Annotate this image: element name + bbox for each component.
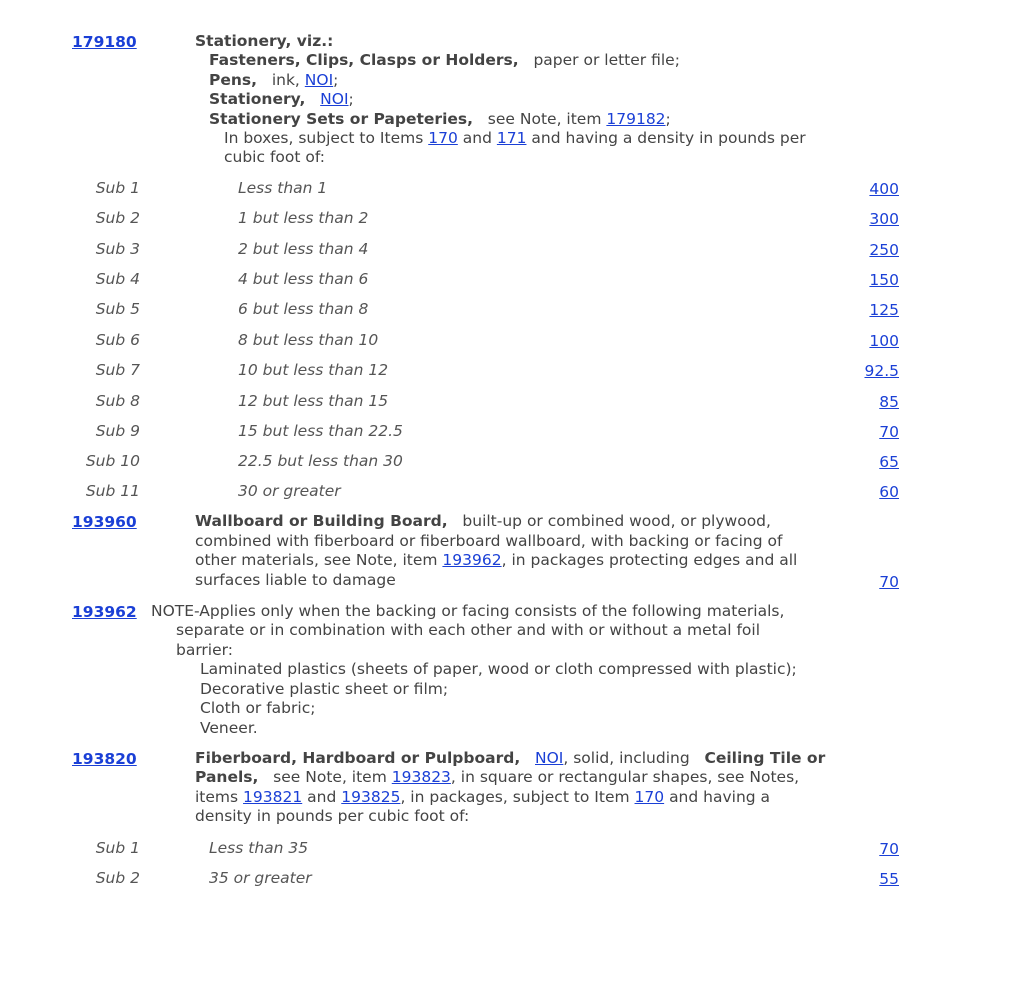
density-range: Less than 35 xyxy=(209,839,309,857)
sub-label: Sub 5 xyxy=(95,300,140,318)
item-number-193960[interactable]: 193960 xyxy=(72,513,137,531)
sub-label: Sub 1 xyxy=(95,179,140,197)
fiberboard-heading: Fiberboard, Hardboard or Pulpboard, xyxy=(195,749,521,767)
density-range: 6 but less than 8 xyxy=(238,300,369,318)
fiberboard-text-2: see Note, item xyxy=(273,768,387,786)
note-193825-link[interactable]: 193825 xyxy=(341,788,401,806)
fiberboard-line-4 xyxy=(195,807,469,827)
stationery-line-pens: Pens, ink, NOI; xyxy=(209,71,339,89)
rate-link[interactable]: 70 xyxy=(879,840,899,858)
sub-label: Sub 1 xyxy=(95,839,140,857)
fiberboard-text-5: and xyxy=(307,788,337,806)
fiberboard-line-2 xyxy=(195,768,799,788)
note-193962-link[interactable]: 193962 xyxy=(442,551,502,569)
fasteners-heading: Fasteners, Clips, Clasps or Holders, xyxy=(209,51,519,69)
wallboard-text-4: surfaces liable to damage xyxy=(195,571,396,589)
ceiling-tile-heading: Ceiling Tile or xyxy=(704,749,826,767)
fiberboard-noi-link[interactable]: NOI xyxy=(535,749,564,767)
fiberboard-line-1 xyxy=(195,749,825,769)
item-number-179180[interactable]: 179180 xyxy=(72,33,137,51)
note-list-item: Decorative plastic sheet or film; xyxy=(200,680,449,698)
item-number-193962[interactable]: 193962 xyxy=(72,603,137,621)
note-list-item: Cloth or fabric; xyxy=(200,699,316,717)
pens-text: ink, xyxy=(271,71,300,89)
sub-label: Sub 10 xyxy=(85,452,140,470)
rate-link[interactable]: 100 xyxy=(869,332,899,350)
item-number-193820[interactable]: 193820 xyxy=(72,750,137,768)
fiberboard-line-3 xyxy=(195,788,770,808)
note-line-1 xyxy=(151,602,784,622)
stationery-line-boxes xyxy=(224,129,806,149)
density-range: 15 but less than 22.5 xyxy=(238,422,403,440)
rate-link[interactable]: 400 xyxy=(869,180,899,198)
wallboard-line-3 xyxy=(195,551,797,571)
fiberboard-text-6: , in packages, subject to Item xyxy=(400,788,630,806)
cubic-foot-text: cubic foot of: xyxy=(224,148,325,166)
density-range: 10 but less than 12 xyxy=(238,361,389,379)
wallboard-heading: Wallboard or Building Board, xyxy=(195,512,448,530)
panels-heading: Panels, xyxy=(195,768,259,786)
rate-link[interactable]: 125 xyxy=(869,301,899,319)
fiberboard-text-4: items xyxy=(195,788,239,806)
sub-label: Sub 2 xyxy=(95,209,140,227)
stationery-line-cubic xyxy=(224,148,325,168)
fiberboard-text-3: , in square or rectangular shapes, see Notes, xyxy=(450,768,800,786)
wallboard-text-2: combined with fiberboard or fiberboard wallboard, with backing or facing of xyxy=(195,532,783,550)
sub-label: Sub 2 xyxy=(95,869,140,887)
stationery-title xyxy=(195,32,333,52)
rate-link[interactable]: 70 xyxy=(879,573,899,591)
rate-link[interactable]: 55 xyxy=(879,870,899,888)
note-list-item: Veneer. xyxy=(200,719,258,737)
density-range: 4 but less than 6 xyxy=(238,270,369,288)
density-range: 22.5 but less than 30 xyxy=(238,452,403,470)
pens-heading: Pens, xyxy=(209,71,258,89)
density-range: 35 or greater xyxy=(209,869,312,887)
rate-link[interactable]: 60 xyxy=(879,483,899,501)
note-list-item: Laminated plastics (sheets of paper, wood or cloth compressed with plastic); xyxy=(200,660,797,678)
fiberboard-text-1: , solid, including xyxy=(563,749,690,767)
sub-label: Sub 8 xyxy=(95,392,140,410)
density-range: 2 but less than 4 xyxy=(238,240,369,258)
rate-link[interactable]: 65 xyxy=(879,453,899,471)
density-range: 1 but less than 2 xyxy=(238,209,369,227)
stationery-noi-link[interactable]: NOI xyxy=(320,90,349,108)
sub-label: Sub 6 xyxy=(95,331,140,349)
fasteners-text: paper or letter file; xyxy=(533,51,680,69)
fiberboard-text-7: and having a xyxy=(669,788,771,806)
note-193823-link[interactable]: 193823 xyxy=(391,768,451,786)
note-text-1: NOTE-Applies only when the backing or facing consists of the following materials, xyxy=(151,602,785,620)
boxes-and: and xyxy=(462,129,492,147)
stationery-line-sets: Stationery Sets or Papeteries, see Note, item 179182; xyxy=(209,110,671,128)
density-range: 30 or greater xyxy=(238,482,341,500)
density-range: Less than 1 xyxy=(238,179,328,197)
item-171-link[interactable]: 171 xyxy=(496,129,527,147)
note-text-3: barrier: xyxy=(176,641,233,659)
sub-label: Sub 9 xyxy=(95,422,140,440)
stationery-line-stationery: Stationery, NOI; xyxy=(209,90,354,108)
rate-link[interactable]: 300 xyxy=(869,210,899,228)
rate-link[interactable]: 85 xyxy=(879,393,899,411)
note-179182-link[interactable]: 179182 xyxy=(606,110,666,128)
sub-label: Sub 7 xyxy=(95,361,140,379)
wallboard-line-1 xyxy=(195,512,771,532)
wallboard-text-3a: other materials, see Note, item xyxy=(195,551,438,569)
sub-label: Sub 3 xyxy=(95,240,140,258)
stationery-sets-heading: Stationery Sets or Papeteries, xyxy=(209,110,474,128)
density-range: 8 but less than 10 xyxy=(238,331,379,349)
boxes-text-a: In boxes, subject to Items xyxy=(224,129,424,147)
note-text-2: separate or in combination with each other and with or without a metal foil xyxy=(176,621,761,639)
wallboard-text-3b: , in packages protecting edges and all xyxy=(501,551,798,569)
wallboard-text-1: built-up or combined wood, or plywood, xyxy=(462,512,771,530)
stationery-line-fasteners xyxy=(209,51,680,71)
note-line-3 xyxy=(176,641,233,661)
rate-link[interactable]: 70 xyxy=(879,423,899,441)
sub-label: Sub 11 xyxy=(85,482,140,500)
pens-noi-link[interactable]: NOI xyxy=(304,71,334,89)
note-line-2 xyxy=(176,621,760,641)
stationery-noi-heading: Stationery, xyxy=(209,90,306,108)
rate-link[interactable]: 150 xyxy=(869,271,899,289)
rate-link[interactable]: 250 xyxy=(869,241,899,259)
stationery-title-text: Stationery, viz.: xyxy=(195,32,334,50)
density-range: 12 but less than 15 xyxy=(238,392,389,410)
note-193821-link[interactable]: 193821 xyxy=(243,788,303,806)
boxes-text-b: and having a density in pounds per xyxy=(531,129,806,147)
item-170-link[interactable]: 170 xyxy=(428,129,458,147)
sub-label: Sub 4 xyxy=(95,270,140,288)
stationery-sets-text: see Note, item xyxy=(487,110,602,128)
fiberboard-text-8: density in pounds per cubic foot of: xyxy=(195,807,470,825)
wallboard-line-4 xyxy=(195,571,396,591)
rate-link[interactable]: 92.5 xyxy=(864,362,899,380)
wallboard-line-2 xyxy=(195,532,782,552)
item-170-link[interactable]: 170 xyxy=(634,788,665,806)
